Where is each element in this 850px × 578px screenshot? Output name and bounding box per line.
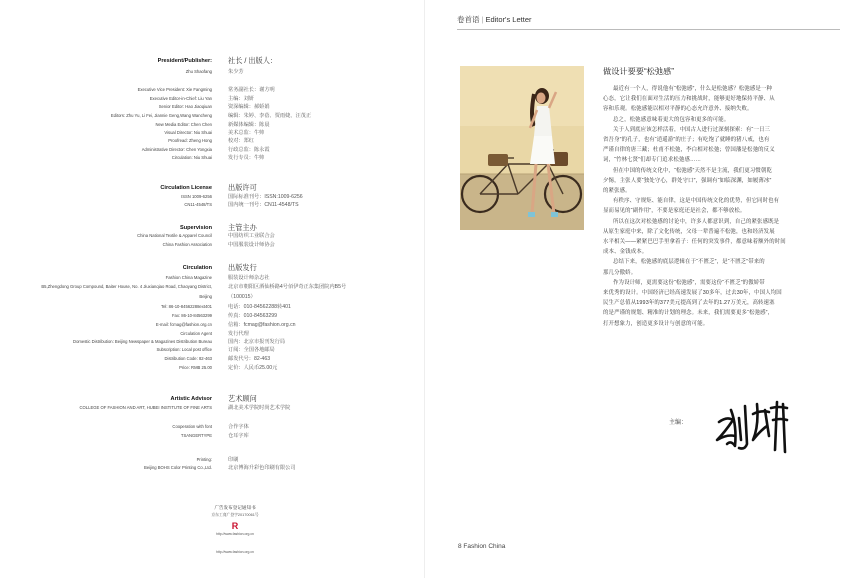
masthead-entry-en: New Media Editor: Chen Chen — [155, 122, 212, 127]
masthead-entry-zh: 新媒体编辑：陈晨 — [228, 122, 270, 128]
editor-label: 主编： — [669, 420, 688, 426]
masthead-entry-en: President/Publisher: — [157, 58, 212, 64]
masthead-entry-en: TSANGERTYPE — [180, 433, 212, 438]
masthead-entry-en: Supervision — [179, 225, 212, 231]
masthead-entry — [10, 69, 420, 79]
letter-paragraph-3: 关于人到底应该怎样活着，中国古人进行过深刻探索：有“一日三 省吾身”的孔子，也有“逍遥游”的庄子；有吃饱了就睡的猪八戒，也有 严谨自律的唐三藏；杜甫不松弛，李白相对松弛；曾国藩是松弛的反义 词，“竹林七贤”们却专门追求松弛感…… — [603, 126, 775, 164]
masthead-entry-zh: 订阅：全国各地邮局 — [228, 347, 275, 353]
masthead-entry-zh: 编辑：朱婷、李蓓、贾雨婕、汪茂正 — [228, 113, 312, 119]
masthead-section-heading — [10, 58, 420, 68]
masthead-entry-en: Administrative Director: Chen Yongxia — [141, 147, 212, 152]
masthead-entry-en: Editors: Zhu Yu, Li Fei, Jiannie Geng,Wang Wancheng — [110, 113, 212, 118]
letter-paragraph-5: 有秩序、守规矩、能自律，这是中国传统文化的优势，但它同时也有 显而易见的“副作用”，不要是家庭还是社会，都不够放松。 — [603, 198, 780, 215]
masthead-entry-en: Circulation: Niu Shuai — [171, 155, 212, 160]
masthead-section-heading — [10, 265, 420, 275]
masthead-entry-zh: 发行专员：牛帅 — [228, 155, 265, 161]
letter-paragraph-2: 总之，松弛感意味着更大的包容和更多的可能。 — [613, 116, 730, 123]
ad-license-block — [120, 505, 350, 554]
masthead-entry-en: Distribution Code: 82-463 — [164, 356, 212, 361]
masthead-entry-zh: 社长 / 出版人： — [228, 56, 278, 65]
letter-paragraph-6: 所以在这次对松弛感的讨论中，许多人都意识到，自己的紧张感既是 从原生家庭中来，除了文化传统，父母一辈普遍不松弛，也和经济发展 水平相关——紧紧巴巴手里拿着子：任何的突发事件，都意味着额外的时间 成本、金钱成本。 — [603, 218, 786, 256]
publisher-url-top[interactable]: http://www.fashion.org.cn — [216, 532, 254, 536]
masthead-entry-zh: 湖北美术学院时尚艺术学院 — [228, 405, 291, 411]
masthead-entry-zh: 常务副社长：谢方明 — [228, 87, 275, 93]
masthead-entry-en: Printing: — [196, 457, 212, 462]
masthead-entry-en: Fashion China Magazine — [165, 275, 212, 280]
masthead-entry-zh: 中国纺织工业联合会 — [228, 233, 275, 239]
publisher-url-bottom[interactable]: http://www.fashion.org.cn — [216, 550, 254, 554]
masthead-entry-en: Subscription: Local post office — [156, 347, 212, 352]
masthead-entry-zh: 仓耳字库 — [228, 433, 249, 439]
masthead-entry-en: Proofread: Zheng Hong — [168, 138, 212, 143]
masthead-entry-zh: 发行代理 — [228, 331, 249, 337]
masthead-entry-en: Senior Editor: Hao Jiaoqiuan — [158, 104, 212, 109]
masthead-entry — [10, 433, 420, 443]
masthead-entry-en: Circulation License — [160, 185, 212, 191]
masthead-entry-zh: 定价：人民币25.00元 — [228, 365, 278, 371]
masthead-entry-zh: 电话：010-84562288转401 — [228, 304, 291, 310]
masthead-entry-en: Executive Vice President: Xie Fangming — [137, 87, 212, 92]
masthead-entry-zh: 朱少芳 — [228, 69, 244, 75]
masthead-entry-en: Domestic Distribution: Beijing Newspaper & Magazines Distribution Bureau — [73, 339, 212, 344]
masthead-entry-en: COLLEGE OF FASHION AND ART, HUBEI INSTITUTE OF FINE ARTS — [79, 405, 212, 410]
page-number: 8 Fashion China — [458, 543, 506, 550]
masthead-entry-en: Artistic Advisor — [170, 396, 212, 402]
masthead-entry-zh: 信箱：fcmag@fashion.org.cn — [228, 322, 296, 328]
masthead-entry-en: Fax: 86-10-84563299 — [171, 313, 212, 318]
masthead-entry — [10, 155, 420, 165]
masthead-entry-zh: （100015） — [228, 294, 256, 300]
editorial-photo — [460, 66, 584, 230]
masthead-entry — [10, 284, 420, 294]
masthead-entry-en: B5,Zhengdong Group Compound, Baiter House, No. 4 Jiuxianqiao Road, Chaoyang District, — [41, 284, 212, 289]
masthead-entry-zh: 中国服装设计师协会 — [228, 242, 275, 248]
masthead-entry-zh: 邮发代号：82-463 — [228, 356, 271, 362]
masthead-entry-en: Beijing — [199, 294, 212, 299]
masthead-entry-en: Visual Director: Niu Shuai — [164, 130, 212, 135]
letter-paragraph-7: 总结下来，松弛感的底层逻辑在于“不匮乏”，是“不匮乏”带来的 那几分傲娇。 — [603, 259, 765, 276]
section-title-en: Editor's Letter — [485, 15, 532, 24]
masthead-entry-zh: 美术总监：牛帅 — [228, 130, 265, 136]
masthead-entry-en: Zhu Shaofang — [185, 69, 212, 74]
masthead-entry-zh: 北京博海升彩色印刷有限公司 — [228, 465, 296, 471]
masthead-entry-zh: 合作字体 — [228, 424, 249, 430]
letter-paragraph-1: 最近有一个人，得说他有“松弛感”，什么是松弛感？松弛感是一种 心态，它让我们在面对生活的压力和挑战时，能够更好地保持平静、从 容和乐观。松弛感能以相对平静的心态允许意外、接纳失败。 — [603, 86, 775, 113]
masthead-entry-en: China Fashion Association — [162, 242, 212, 247]
masthead-entry-zh: 校对：郑红 — [228, 138, 254, 144]
masthead-entry — [10, 465, 420, 475]
masthead-entry-en: Circulation — [182, 265, 212, 271]
ad-license-title: 广告发布登记通知书 — [214, 505, 256, 510]
masthead-entry-zh: 主编：刘妍 — [228, 96, 254, 102]
masthead-entry-zh: 印刷 — [228, 457, 239, 463]
masthead-entry-zh: 出版发行 — [228, 263, 257, 272]
masthead-entry-en: CN11-4548/TS — [184, 202, 212, 207]
editors-letter-page — [425, 0, 850, 578]
masthead-entry-zh: 国内统一刊号：CN11-4548/TS — [228, 202, 299, 208]
masthead-entry-en: Circulation Agent — [180, 331, 212, 336]
masthead-entry-zh: 行政总监：陈永霞 — [228, 147, 270, 153]
masthead-entry-en: Executive Editor-in-Chief: Liu Yan — [149, 96, 212, 101]
section-title-zh: 卷首语 — [457, 15, 480, 24]
letter-paragraph-4: 但在中国的传统文化中，“松弛感”天然不是主流，我们更习惯朝乾 夕惕，主张人要“独处守心，群处守口”，强调有“如临深渊，如履薄冰” 的紧张感。 — [603, 167, 773, 195]
masthead-entry-en: Beijing BOHS Color Printing Co.,Ltd. — [144, 465, 212, 470]
masthead-entry-zh: 出版许可 — [228, 183, 257, 192]
letter-paragraph-8: 作为设计师，更需要这份“松弛感”，需要这份“不匮乏”的傲娇带 来优秀的设计。中国经济已经高速发展了30多年，过去30年，中国人均国 民生产总值从1993年的377美元提高到了去年的1.27万美元，高转速塞 的是严谨的规划、精准的计划的理念。未来，我们需要更多“松弛感”， 打开想象力，创造更多设计与创意的可能。 — [603, 279, 782, 327]
masthead-entry-en: Tel: 86-10-84562288ext401 — [161, 304, 212, 309]
masthead-entry — [10, 242, 420, 252]
masthead-entry-zh: 服装设计师杂志社 — [228, 275, 270, 281]
editors-letter — [603, 66, 801, 329]
masthead-entry-zh: 国内：北京市报刊发行局 — [228, 339, 286, 345]
letter-title: 做设计要要“松弛感” — [603, 67, 674, 76]
editor-signature — [713, 396, 791, 456]
masthead-entry-en: ISSN 1009-6256 — [181, 194, 212, 199]
masthead-entry-en: Price: RMB 25.00 — [179, 365, 212, 370]
masthead-entry-zh: 北京市朝阳区酒仙桥路4号佰伊奇正东集团院内B5号 — [228, 284, 347, 290]
masthead-entry-zh: 艺术顾问 — [228, 394, 257, 403]
masthead-entry — [10, 294, 420, 304]
masthead-entry — [10, 405, 420, 415]
masthead-entry-en: Cooperation with font — [172, 424, 212, 429]
ad-license-number: 京东工商广登字20170061号 — [211, 513, 259, 517]
header-rule — [457, 29, 840, 30]
masthead-entry — [10, 202, 420, 212]
masthead-entry-zh: 主管主办 — [228, 223, 257, 232]
masthead-entry-zh: 国际标准刊号：ISSN:1009-6256 — [228, 194, 303, 200]
masthead-entry-zh: 传真：010-84563299 — [228, 313, 278, 319]
publisher-logo: R — [231, 521, 239, 531]
section-header: 卷首语 | Editor's Letter — [457, 15, 532, 24]
masthead-entry — [10, 365, 420, 375]
masthead-entry-en: China National Textile & Apparel Council — [137, 233, 212, 238]
masthead-entry-en: E-mail: fcmag@fashion.org.cn — [155, 322, 212, 327]
masthead-entry-zh: 资深编辑：郝娇娟 — [228, 104, 270, 110]
